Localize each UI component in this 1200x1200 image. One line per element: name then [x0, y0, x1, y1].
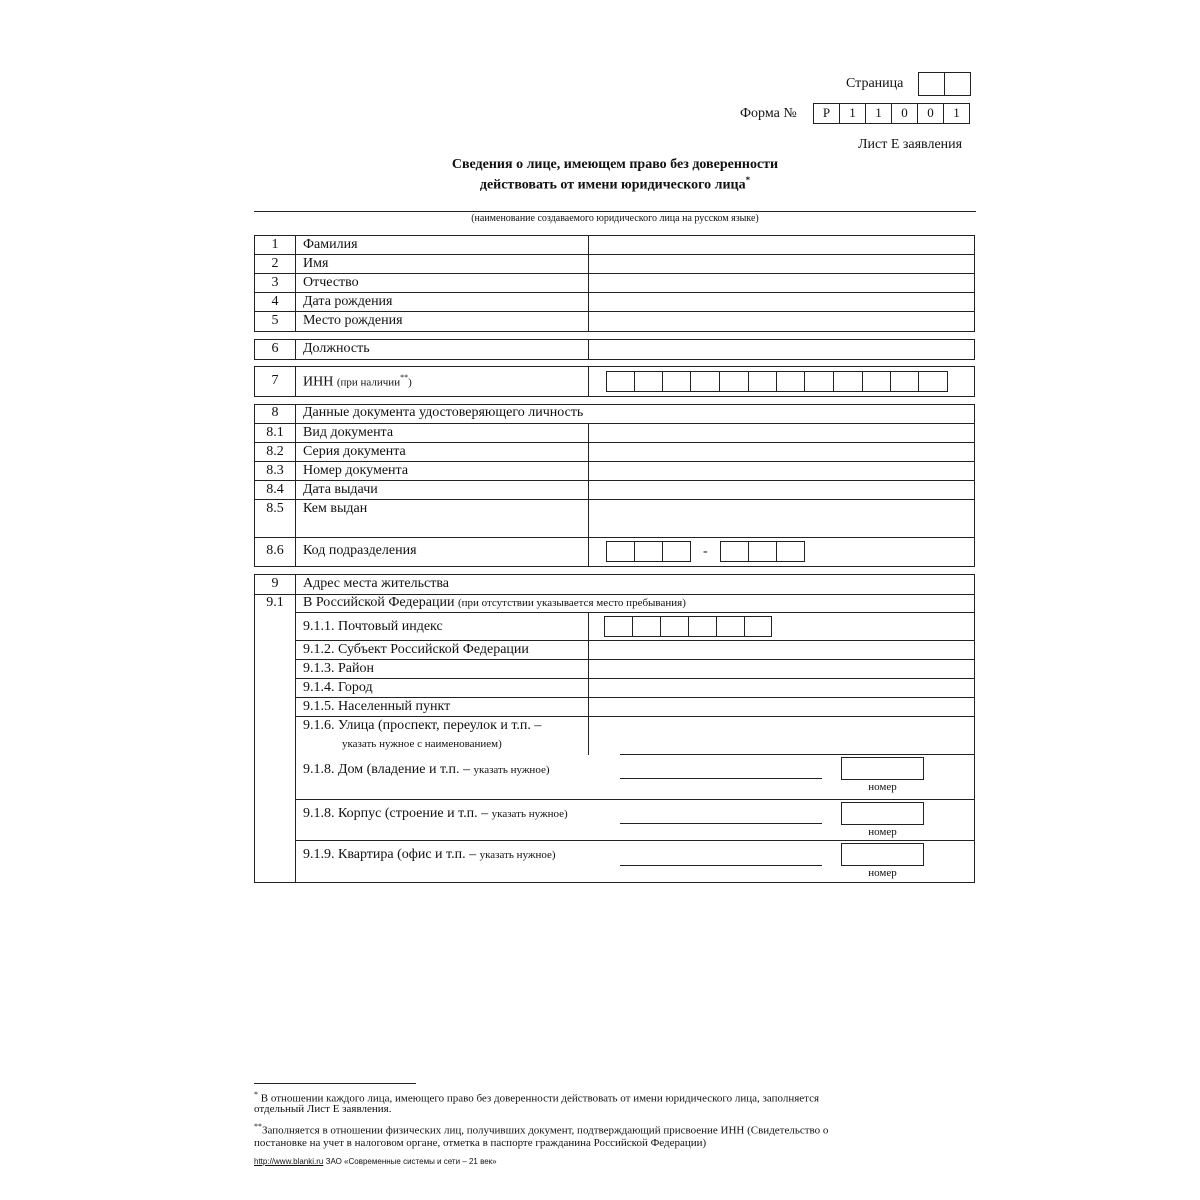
form-digit: 1 — [839, 103, 866, 124]
patronymic-label: Отчество — [303, 275, 359, 290]
form-digit: 0 — [917, 103, 944, 124]
row-number: 4 — [271, 294, 279, 309]
postal-code-cell[interactable] — [632, 616, 661, 637]
footnote-2 — [254, 1119, 977, 1139]
division-code-cell[interactable] — [662, 541, 691, 562]
inn-cell[interactable] — [748, 371, 777, 392]
in-russia-label — [303, 595, 686, 611]
in-russia-note: (при отсутствии указывается место пребывания) — [457, 597, 686, 609]
footnote-2-text-2: постановке на учет в налоговом органе, отметка в паспорте гражданина Российской Федерации) — [254, 1137, 707, 1149]
source-org: ЗАО «Современные системы и сети – 21 век» — [325, 1157, 497, 1166]
issue-date-label: Дата выдачи — [303, 482, 378, 497]
row-number: 1 — [271, 237, 279, 252]
birth-place-label: Место рождения — [303, 313, 403, 328]
source-line — [254, 1157, 497, 1166]
footnote-1-text: В отношении каждого лица, имеющего право без доверенности действовать от имени юридического лица, заполняется — [260, 1092, 820, 1105]
inn-label — [303, 373, 412, 391]
form-label: Форма № — [740, 106, 797, 121]
building-number-caption: номер — [868, 826, 897, 838]
row-number: 8.5 — [266, 501, 284, 516]
surname-label: Фамилия — [303, 237, 358, 252]
issued-by-field[interactable] — [589, 500, 974, 537]
building-type-field[interactable] — [620, 823, 822, 824]
row-number: 5 — [271, 313, 279, 328]
building-number-field[interactable] — [841, 802, 924, 825]
street-note: указать нужное с наименованием) — [342, 738, 502, 750]
building-label-text: 9.1.8. Корпус (строение и т.п. – — [303, 806, 489, 821]
position-field[interactable] — [589, 340, 974, 359]
house-label — [303, 762, 550, 778]
house-number-field[interactable] — [841, 757, 924, 780]
form-digit: Р — [813, 103, 840, 124]
row-number: 8.4 — [266, 482, 284, 497]
apartment-number-caption: номер — [868, 867, 897, 879]
doc-series-field[interactable] — [589, 443, 974, 461]
apartment-number-field[interactable] — [841, 843, 924, 866]
in-russia-label-text: В Российской Федерации — [303, 595, 455, 610]
birth-date-field[interactable] — [589, 293, 974, 311]
source-link[interactable]: http://www.blanki.ru — [254, 1157, 324, 1166]
page-label: Страница — [846, 76, 904, 91]
district-field[interactable] — [589, 660, 974, 678]
row-number: 9.1 — [266, 595, 284, 610]
district-label: 9.1.3. Район — [303, 661, 374, 676]
title-line-2 — [0, 175, 1200, 194]
row-number: 3 — [271, 275, 279, 290]
birth-place-field[interactable] — [589, 312, 974, 331]
row-number: 9 — [271, 576, 279, 591]
inn-footnote-mark: ** — [400, 373, 409, 382]
company-name-caption: (наименование создаваемого юридического лица на русском языке) — [471, 213, 759, 224]
row-number: 6 — [271, 341, 279, 356]
division-code-cell[interactable] — [606, 541, 635, 562]
row-number: 8.3 — [266, 463, 284, 478]
doc-type-label: Вид документа — [303, 425, 394, 440]
house-type-field[interactable] — [620, 778, 822, 779]
city-field[interactable] — [589, 679, 974, 697]
postal-code-label: 9.1.1. Почтовый индекс — [303, 619, 443, 634]
division-code-cell[interactable] — [720, 541, 749, 562]
sheet-label: Лист Е заявления — [858, 137, 963, 152]
title-line-1: Сведения о лице, имеющем право без доверенности — [451, 157, 779, 172]
apartment-type-field[interactable] — [620, 865, 822, 866]
house-number-caption: номер — [868, 781, 897, 793]
inn-cell[interactable] — [690, 371, 720, 392]
footnote-1-text-2: отдельный Лист Е заявления. — [254, 1103, 392, 1115]
division-code-cell[interactable] — [776, 541, 805, 562]
footnote-separator — [254, 1083, 416, 1084]
company-name-line[interactable] — [254, 211, 976, 212]
postal-code-cell[interactable] — [688, 616, 717, 637]
building-note: указать нужное) — [491, 808, 568, 820]
id-document-label: Данные документа удостоверяющего личность — [303, 405, 584, 420]
inn-cell[interactable] — [634, 371, 663, 392]
row-number: 2 — [271, 256, 279, 271]
street-field[interactable] — [589, 717, 974, 754]
settlement-label: 9.1.5. Населенный пункт — [303, 699, 451, 714]
division-code-label: Код подразделения — [303, 543, 417, 558]
building-label — [303, 806, 568, 822]
doc-number-field[interactable] — [589, 462, 974, 480]
footnote-1-mark: * — [254, 1090, 258, 1099]
issue-date-field[interactable] — [589, 481, 974, 499]
inn-cell[interactable] — [606, 371, 635, 392]
title-footnote-mark: * — [745, 175, 751, 185]
postal-code-cell[interactable] — [744, 616, 772, 637]
division-code-cell[interactable] — [634, 541, 663, 562]
doc-number-label: Номер документа — [303, 463, 409, 478]
postal-code-cell[interactable] — [716, 616, 745, 637]
position-label: Должность — [303, 341, 370, 356]
inn-cell[interactable] — [862, 371, 891, 392]
residence-address-label: Адрес места жительства — [303, 576, 449, 591]
inn-cell[interactable] — [719, 371, 749, 392]
apartment-note: указать нужное) — [479, 849, 556, 861]
street-label: 9.1.6. Улица (проспект, переулок и т.п. – — [303, 718, 542, 733]
inn-note-close: ) — [408, 376, 412, 389]
doc-type-field[interactable] — [589, 424, 974, 442]
row-number: 8 — [271, 405, 279, 420]
form-digit: 0 — [891, 103, 918, 124]
inn-cell[interactable] — [662, 371, 691, 392]
settlement-field[interactable] — [589, 698, 974, 716]
row-number: 8.6 — [266, 543, 284, 558]
apartment-label-text: 9.1.9. Квартира (офис и т.п. – — [303, 847, 477, 862]
inn-note: (при наличии — [336, 376, 401, 389]
doc-series-label: Серия документа — [303, 444, 406, 459]
inn-cell[interactable] — [776, 371, 805, 392]
issued-by-label: Кем выдан — [303, 501, 368, 516]
surname-field[interactable] — [589, 236, 974, 254]
footnote-2-text: Заполняется в отношении физических лиц, получивших документ, подтверждающий присвоение ИНН (Свидетельство о — [262, 1124, 829, 1137]
city-label: 9.1.4. Город — [303, 680, 373, 695]
form-digit: 1 — [943, 103, 970, 124]
page-number-box-2[interactable] — [944, 72, 971, 96]
postal-code-cell[interactable] — [660, 616, 689, 637]
row-number: 7 — [271, 373, 279, 388]
inn-cell[interactable] — [833, 371, 863, 392]
inn-cell[interactable] — [918, 371, 948, 392]
house-label-text: 9.1.8. Дом (владение и т.п. – — [303, 762, 471, 777]
title-line-2-text: действовать от имени юридического лица — [479, 177, 746, 193]
inn-label-text: ИНН — [303, 374, 334, 390]
first-name-field[interactable] — [589, 255, 974, 273]
page-number-box-1[interactable] — [918, 72, 945, 96]
birth-date-label: Дата рождения — [303, 294, 393, 309]
region-label: 9.1.2. Субъект Российской Федерации — [303, 642, 529, 657]
region-field[interactable] — [589, 641, 974, 659]
division-code-cell[interactable] — [748, 541, 777, 562]
form-digit: 1 — [865, 103, 892, 124]
postal-code-cell[interactable] — [604, 616, 633, 637]
house-note: указать нужное) — [473, 764, 550, 776]
division-code-dash: - — [703, 544, 708, 559]
row-number: 8.1 — [266, 425, 284, 440]
row-number: 8.2 — [266, 444, 284, 459]
inn-cell[interactable] — [890, 371, 919, 392]
apartment-label — [303, 847, 556, 863]
inn-cell[interactable] — [804, 371, 834, 392]
patronymic-field[interactable] — [589, 274, 974, 292]
first-name-label: Имя — [303, 256, 329, 271]
footnote-2-mark: ** — [254, 1122, 262, 1131]
